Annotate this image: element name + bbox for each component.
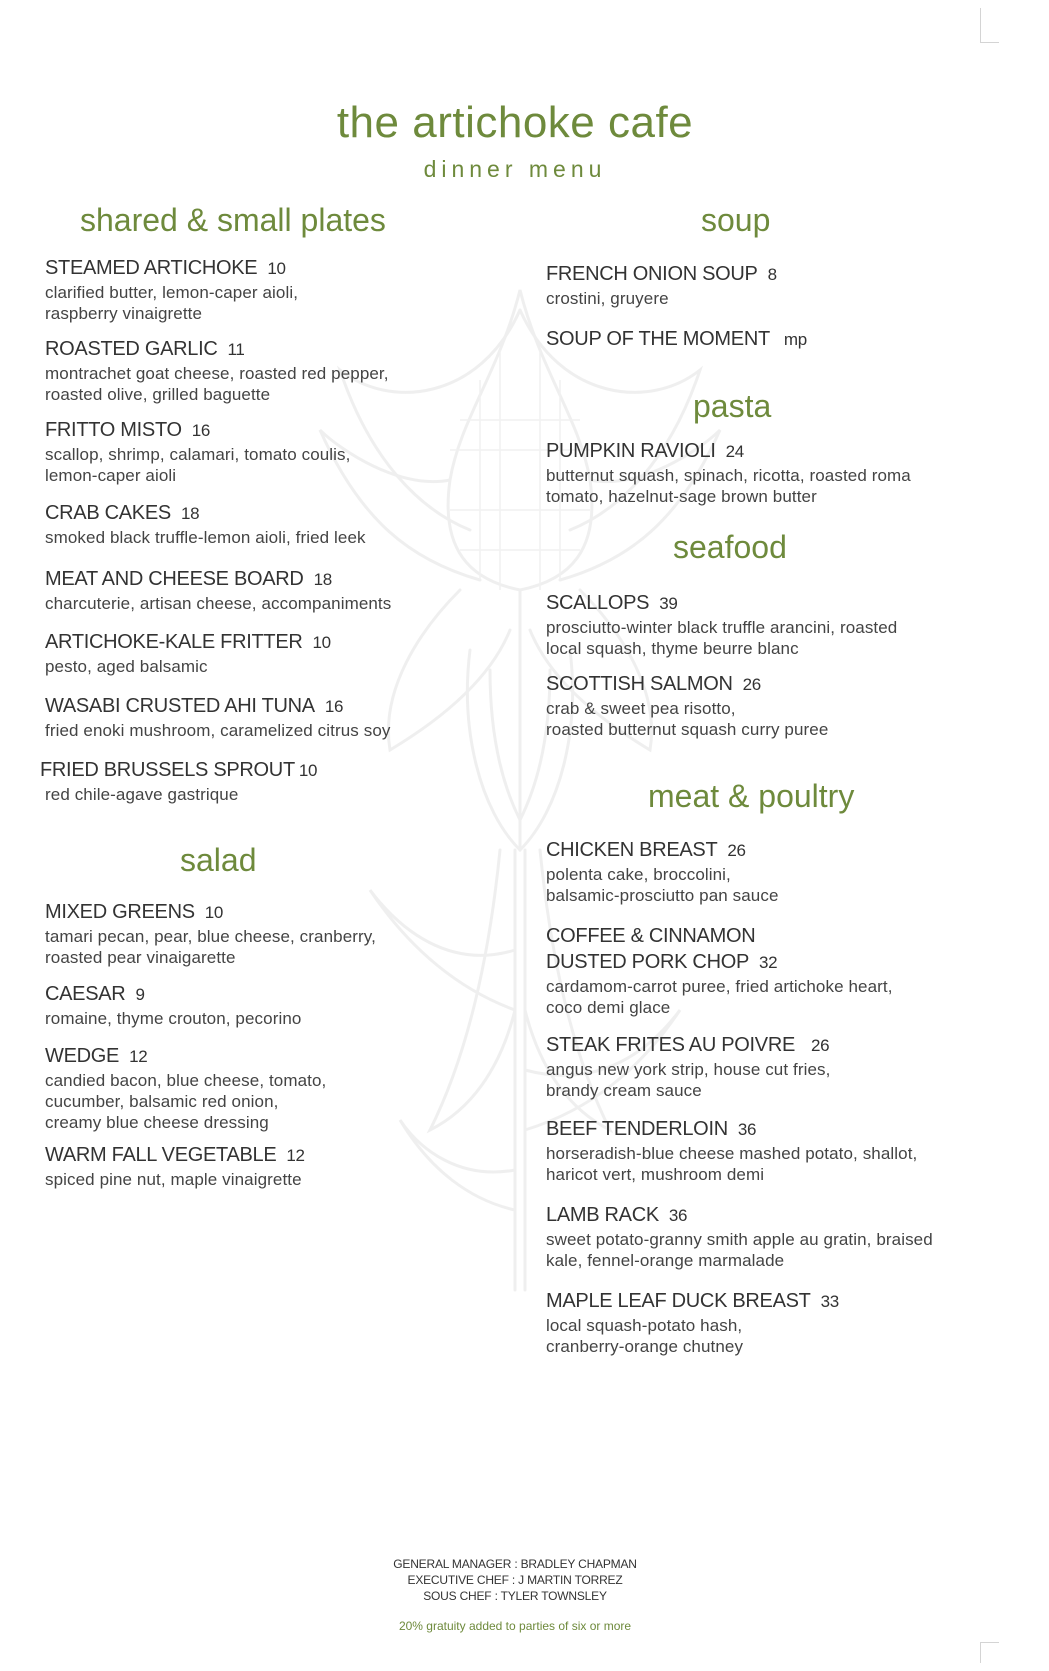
item-desc: cranberry-orange chutney <box>546 1337 744 1356</box>
item-desc: scallop, shrimp, calamari, tomato coulis, <box>45 445 351 464</box>
item-name: CRAB CAKES <box>45 502 171 524</box>
item-price: 9 <box>135 985 145 1004</box>
item-name: MEAT AND CHEESE BOARD <box>45 568 304 590</box>
item-name: WEDGE <box>45 1045 120 1067</box>
item-name: SCOTTISH SALMON <box>546 673 733 695</box>
item-price: 12 <box>286 1146 305 1165</box>
section-title-meat: meat & poultry <box>648 778 855 814</box>
item-desc: balsamic-prosciutto pan sauce <box>546 886 779 905</box>
section-title-shared: shared & small plates <box>80 202 386 238</box>
staff-sous-chef: SOUS CHEF : TYLER TOWNSLEY <box>423 1589 607 1603</box>
item-name: ROASTED GARLIC <box>45 338 218 360</box>
item-desc: clarified butter, lemon-caper aioli, <box>45 283 299 302</box>
item-desc: cardamom-carrot puree, fried artichoke heart, <box>546 977 893 996</box>
item-desc: lemon-caper aioli <box>45 466 177 485</box>
item-desc: smoked black truffle-lemon aioli, fried leek <box>45 528 366 547</box>
menu-item-lamb-rack <box>546 1202 933 1271</box>
item-desc: tamari pecan, pear, blue cheese, cranberry, <box>45 927 376 946</box>
menu-item-mixed-greens <box>45 899 376 968</box>
item-desc: spiced pine nut, maple vinaigrette <box>45 1170 302 1189</box>
staff-executive-chef: EXECUTIVE CHEF : J MARTIN TORREZ <box>407 1573 623 1587</box>
menu-item-steamed-artichoke <box>45 255 298 324</box>
item-desc: charcuterie, artisan cheese, accompaniments <box>45 594 392 613</box>
page-corner-mark-top <box>980 8 999 43</box>
item-price: 11 <box>227 340 245 359</box>
item-desc: butternut squash, spinach, ricotta, roasted roma <box>546 466 911 485</box>
item-desc: sweet potato-granny smith apple au gratin, braised <box>546 1230 933 1249</box>
menu-item-soup-of-the-moment <box>546 326 807 353</box>
item-name: STEAK FRITES AU POIVRE <box>546 1034 796 1056</box>
staff-credits <box>0 1556 1030 1604</box>
menu-item-roasted-garlic <box>45 336 389 405</box>
gratuity-note: 20% gratuity added to parties of six or more <box>398 1619 632 1633</box>
item-desc: romaine, thyme crouton, pecorino <box>45 1009 302 1028</box>
item-price: 26 <box>811 1036 830 1055</box>
item-desc: raspberry vinaigrette <box>45 304 203 323</box>
item-desc: coco demi glace <box>546 998 671 1017</box>
menu-item-meat-cheese-board <box>45 566 391 614</box>
item-desc: angus new york strip, house cut fries, <box>546 1060 831 1079</box>
menu-item-scottish-salmon <box>546 671 828 740</box>
menu-item-artichoke-kale-fritter <box>45 629 331 677</box>
menu-item-scallops <box>546 590 897 659</box>
item-name: ARTICHOKE-KALE FRITTER <box>45 631 303 653</box>
item-price: 26 <box>727 841 746 860</box>
item-name: WARM FALL VEGETABLE <box>45 1144 277 1166</box>
item-name: PUMPKIN RAVIOLI <box>546 440 716 462</box>
item-price: 36 <box>668 1206 688 1225</box>
item-desc: montrachet goat cheese, roasted red pepper, <box>45 364 389 383</box>
item-price: 36 <box>737 1120 757 1139</box>
menu-item-warm-fall-vegetable <box>45 1142 305 1190</box>
item-name: MAPLE LEAF DUCK BREAST <box>546 1290 811 1312</box>
item-name-line1: COFFEE & CINNAMON <box>546 925 756 947</box>
item-price: 39 <box>659 594 678 613</box>
item-desc: roasted butternut squash curry puree <box>546 720 829 739</box>
item-desc: roasted pear vinaigarette <box>45 948 236 967</box>
item-desc: fried enoki mushroom, caramelized citrus soy <box>45 721 391 740</box>
menu-item-fried-brussels-sprout <box>40 757 317 805</box>
item-price: 18 <box>313 570 332 589</box>
staff-general-manager: GENERAL MANAGER : BRADLEY CHAPMAN <box>393 1557 637 1571</box>
menu-subtitle: dinner menu <box>423 156 607 182</box>
item-price: 16 <box>324 697 344 716</box>
menu-item-wasabi-ahi-tuna <box>45 693 390 741</box>
menu-item-duck-breast <box>546 1288 839 1357</box>
section-title-pasta: pasta <box>693 388 772 424</box>
item-name: CHICKEN BREAST <box>546 839 718 861</box>
menu-item-caesar <box>45 981 301 1029</box>
item-price: 12 <box>129 1047 148 1066</box>
item-price: mp <box>783 330 807 349</box>
item-name: BEEF TENDERLOIN <box>546 1118 728 1140</box>
item-name: FRITTO MISTO <box>45 419 182 441</box>
item-desc: roasted olive, grilled baguette <box>45 385 271 404</box>
item-name: FRENCH ONION SOUP <box>546 263 758 285</box>
item-name: STEAMED ARTICHOKE <box>45 257 258 279</box>
item-desc: prosciutto-winter black truffle arancini, roasted <box>546 618 898 637</box>
item-desc: creamy blue cheese dressing <box>45 1113 269 1132</box>
item-desc: haricot vert, mushroom demi <box>546 1165 765 1184</box>
item-name: SCALLOPS <box>546 592 650 614</box>
menu-item-chicken-breast <box>546 837 779 906</box>
section-title-salad: salad <box>180 842 257 878</box>
item-price: 10 <box>267 259 286 278</box>
item-desc: local squash-potato hash, <box>546 1316 743 1335</box>
item-desc: kale, fennel-orange marmalade <box>546 1251 785 1270</box>
item-price: 24 <box>725 442 744 461</box>
item-name: LAMB RACK <box>546 1204 659 1226</box>
item-price: 32 <box>759 953 778 972</box>
menu-item-french-onion-soup <box>546 261 777 309</box>
menu-item-pumpkin-ravioli <box>546 438 911 507</box>
item-desc: horseradish-blue cheese mashed potato, shallot, <box>546 1144 918 1163</box>
menu-item-steak-frites <box>546 1032 830 1101</box>
item-desc: tomato, hazelnut-sage brown butter <box>546 487 817 506</box>
item-desc: crab & sweet pea risotto, <box>546 699 736 718</box>
item-price: 8 <box>767 265 777 284</box>
section-title-seafood: seafood <box>673 529 787 565</box>
item-desc: polenta cake, broccolini, <box>546 865 731 884</box>
menu-item-fritto-misto <box>45 417 350 486</box>
menu-item-beef-tenderloin <box>546 1116 917 1185</box>
menu-item-crab-cakes <box>45 500 366 548</box>
menu-item-wedge <box>45 1043 326 1133</box>
item-desc: cucumber, balsamic red onion, <box>45 1092 279 1111</box>
item-price: 18 <box>180 504 200 523</box>
item-price: 33 <box>820 1292 839 1311</box>
item-name: CAESAR <box>45 983 126 1005</box>
item-price: 10 <box>312 633 331 652</box>
item-name: SOUP OF THE MOMENT <box>546 328 770 350</box>
item-desc: red chile-agave gastrique <box>45 785 239 804</box>
item-desc: crostini, gruyere <box>546 289 669 308</box>
item-price: 10 <box>298 761 318 780</box>
item-desc: candied bacon, blue cheese, tomato, <box>45 1071 327 1090</box>
page-corner-mark-bottom <box>980 1642 999 1663</box>
item-name: DUSTED PORK CHOP <box>546 951 750 973</box>
item-price: 26 <box>742 675 761 694</box>
item-name: FRIED BRUSSELS SPROUT <box>40 759 295 781</box>
item-name: MIXED GREENS <box>45 901 195 923</box>
item-desc: brandy cream sauce <box>546 1081 702 1100</box>
item-price: 10 <box>204 903 224 922</box>
item-price: 16 <box>191 421 211 440</box>
item-desc: pesto, aged balsamic <box>45 657 208 676</box>
menu-item-pork-chop <box>546 923 893 1018</box>
item-desc: local squash, thyme beurre blanc <box>546 639 799 658</box>
section-title-soup: soup <box>701 202 771 238</box>
restaurant-name: the artichoke cafe <box>336 98 694 147</box>
item-name: WASABI CRUSTED AHI TUNA <box>45 695 315 717</box>
